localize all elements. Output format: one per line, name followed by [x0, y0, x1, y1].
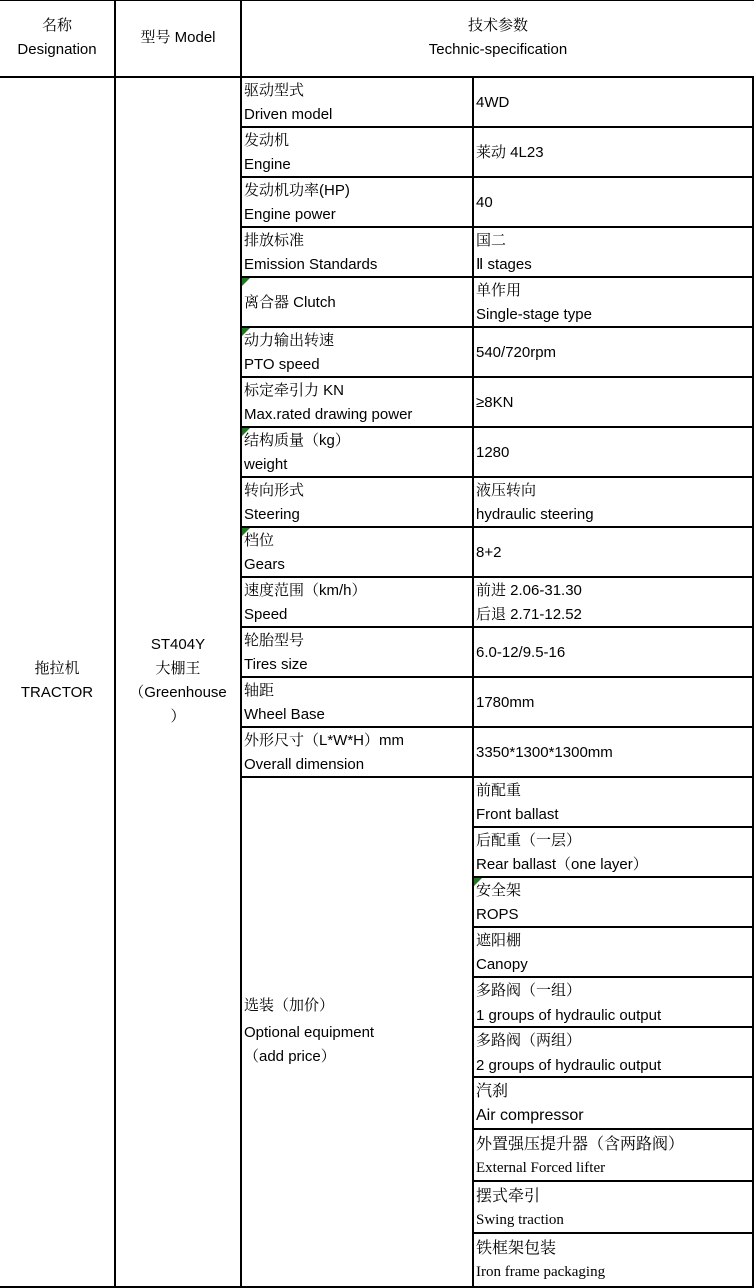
- row-divider: [242, 676, 754, 678]
- option-divider: [474, 1180, 754, 1182]
- spec-value: 3350*1300*1300mm: [476, 744, 613, 761]
- spec-value: 40: [476, 194, 493, 211]
- spec-value: Single-stage type: [476, 306, 592, 323]
- header-designation-en: Designation: [17, 41, 97, 58]
- option-item-en: ROPS: [476, 906, 519, 923]
- row-divider: [242, 476, 754, 478]
- option-item-en: Canopy: [476, 956, 528, 973]
- spec-value: Ⅱ stages: [476, 256, 532, 273]
- spec-label: 标定牵引力 KN: [244, 382, 345, 399]
- row-divider: [242, 576, 754, 578]
- option-item-cn: 安全架: [476, 882, 522, 899]
- optional-label-price: （add price）: [244, 1048, 336, 1065]
- spec-value: 1280: [476, 444, 510, 461]
- header-designation-cn: 名称: [41, 17, 72, 34]
- option-divider: [474, 1128, 754, 1130]
- spec-label: PTO speed: [244, 356, 320, 373]
- spec-label: 外形尺寸（L*W*H）mm: [244, 732, 404, 749]
- row-divider: [242, 176, 754, 178]
- spec-value: hydraulic steering: [476, 506, 594, 523]
- option-divider: [474, 1232, 754, 1234]
- spec-label: 离合器 Clutch: [244, 294, 336, 311]
- spec-value: 莱动 4L23: [476, 144, 544, 161]
- spec-label: Max.rated drawing power: [244, 406, 413, 423]
- spec-label: 发动机: [244, 132, 290, 149]
- spec-label: Tires size: [244, 656, 308, 673]
- spec-label: Emission Standards: [244, 256, 378, 273]
- spec-label: Steering: [244, 506, 300, 523]
- spec-label: Driven model: [244, 106, 333, 123]
- spec-value: 后退 2.71-12.52: [476, 606, 582, 623]
- option-item-cn: 外置强压提升器（含两路阀）: [476, 1136, 685, 1153]
- option-item-en: Iron frame packaging: [476, 1264, 606, 1280]
- header-model: 型号 Model: [140, 29, 216, 46]
- spec-label: 排放标准: [244, 232, 305, 249]
- option-item-en: Front ballast: [476, 806, 559, 823]
- col-divider-2: [240, 0, 242, 1288]
- designation-cn: 拖拉机: [34, 660, 80, 677]
- spec-label: 档位: [244, 532, 275, 549]
- option-item-cn: 铁框架包装: [476, 1240, 557, 1257]
- spec-label: 动力输出转速: [244, 332, 335, 349]
- model-name-en: （Greenhouse: [129, 684, 227, 701]
- spec-value: 单作用: [476, 282, 522, 299]
- spec-label: 转向形式: [244, 482, 305, 499]
- spec-label: Engine: [244, 156, 291, 173]
- header-spec-en: Technic-specification: [428, 41, 568, 58]
- col-divider-3: [472, 78, 474, 1288]
- option-item-cn: 前配重: [476, 782, 522, 799]
- option-item-cn: 多路阀（两组）: [476, 1032, 582, 1049]
- spec-value: 4WD: [476, 94, 510, 111]
- spec-value: 540/720rpm: [476, 344, 557, 361]
- option-item-cn: 后配重（一层）: [476, 832, 582, 849]
- spec-label: 结构质量（kg）: [244, 432, 350, 449]
- spec-value: 1780mm: [476, 694, 535, 711]
- spec-value: 8+2: [476, 544, 502, 561]
- spec-value: ≥8KN: [476, 394, 514, 411]
- spec-label: Engine power: [244, 206, 336, 223]
- option-item-cn: 多路阀（一组）: [476, 982, 582, 999]
- spec-label: Gears: [244, 556, 285, 573]
- spec-label: 速度范围（km/h）: [244, 582, 367, 599]
- option-item-cn: 摆式牵引: [476, 1188, 541, 1205]
- option-item-en: External Forced lifter: [476, 1160, 606, 1176]
- spec-value: 液压转向: [476, 482, 537, 499]
- spec-label: 发动机功率(HP): [244, 182, 350, 199]
- comment-marker: [242, 278, 250, 286]
- optional-label-cn: 选装（加价）: [244, 997, 335, 1014]
- option-item-en: Swing traction: [476, 1212, 564, 1228]
- model-name-close: ）: [170, 708, 186, 725]
- spec-label: Overall dimension: [244, 756, 365, 773]
- option-item-en: 2 groups of hydraulic output: [476, 1057, 662, 1074]
- spec-label: Speed: [244, 606, 288, 623]
- option-item-en: Rear ballast（one layer）: [476, 856, 648, 873]
- option-item-en: Air compressor: [476, 1107, 584, 1124]
- optional-label-en: Optional equipment: [244, 1024, 375, 1041]
- option-item-en: 1 groups of hydraulic output: [476, 1007, 662, 1024]
- designation-en: TRACTOR: [20, 684, 94, 701]
- model-code: ST404Y: [150, 636, 206, 653]
- header-spec-cn: 技术参数: [467, 17, 528, 34]
- spec-value: 前进 2.06-31.30: [476, 582, 582, 599]
- spec-value: 国二: [476, 232, 507, 249]
- spec-value: 6.0-12/9.5-16: [476, 644, 566, 661]
- spec-label: 驱动型式: [244, 82, 305, 99]
- spec-label: 轮胎型号: [244, 632, 305, 649]
- option-item-cn: 遮阳棚: [476, 932, 522, 949]
- spec-label: weight: [244, 456, 288, 473]
- spec-label: Wheel Base: [244, 706, 325, 723]
- model-name-cn: 大棚王: [155, 660, 201, 677]
- spec-label: 轴距: [244, 682, 275, 699]
- option-item-cn: 汽刹: [476, 1083, 509, 1100]
